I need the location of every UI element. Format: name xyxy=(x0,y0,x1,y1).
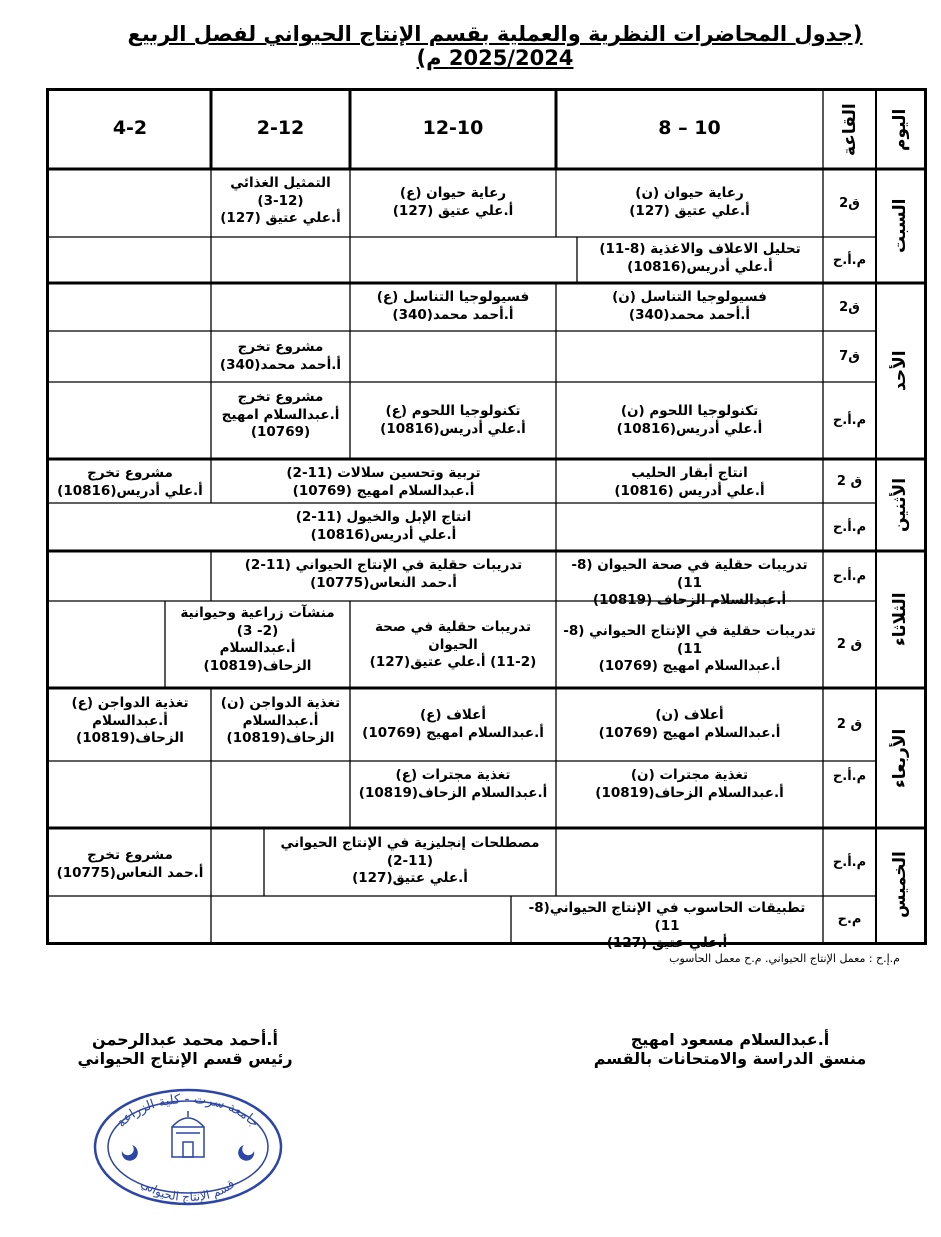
course-cell: التمثيل الغذائي (3-12) أ.علي عتيق (127) xyxy=(220,175,341,227)
seal-bottom-text: قسم الإنتاج الحيواني xyxy=(138,1176,238,1205)
room-label: ق7 xyxy=(839,349,860,364)
course-cell: مشروع تخرج أ.علي أدريس(10816) xyxy=(57,465,203,499)
header-slot-3: 2-12 xyxy=(256,117,305,139)
room-label: م.أ.ح xyxy=(832,413,867,428)
room-label: ق2 xyxy=(839,195,860,211)
course-cell: تكنولوجيا اللحوم (ن) أ.علي أدريس(10816) xyxy=(616,403,763,437)
day-wednesday: الأربعاء xyxy=(890,728,910,788)
course-cell: رعاية حيوان (ع) أ.علي عتيق (127) xyxy=(392,185,514,219)
course-cell: تربية وتحسين سلالات (11-2) أ.عبدالسلام امهيج (10769) xyxy=(286,465,481,499)
day-monday: الأثنين xyxy=(890,477,910,533)
course-cell: أعلاف (ع) أ.عبدالسلام امهيج (10769) xyxy=(362,707,544,741)
course-cell: مصطلحات إنجليزية في الإنتاج الحيواني (2-11) أ.علي عتيق(127) xyxy=(280,835,540,887)
page-title: (جدول المحاضرات النظرية والعملية بقسم الإنتاج الحيواني لفصل الربيع 2025/2024 م) xyxy=(127,22,863,70)
course-cell: انتاج الإبل والخيول (11-2) أ.علي أدريس(10816) xyxy=(295,509,472,543)
header-slot-4: 4-2 xyxy=(112,117,148,139)
course-cell: تغذية الدواجن (ن) أ.عبدالسلام الزحاف(10819) xyxy=(220,695,341,747)
course-cell: أعلاف (ن) أ.عبدالسلام امهيج (10769) xyxy=(598,707,781,741)
header-room: القاعة xyxy=(840,103,860,157)
course-cell: مشروع تخرج أ.عبدالسلام امهيج (10769) xyxy=(221,389,340,441)
course-cell: تغذية مجترات (ع) أ.عبدالسلام الزحاف(10819) xyxy=(358,767,548,801)
department-seal xyxy=(92,1087,284,1207)
table-legend: م.إ.ح : معمل الإنتاج الحيواني. م.ح معمل الحاسوب xyxy=(669,952,900,965)
room-label: ق 2 xyxy=(836,473,863,489)
room-label: ق 2 xyxy=(836,637,863,652)
signature-coordinator: أ.عبدالسلام مسعود امهيج منسق الدراسة والامتحانات بالقسم xyxy=(593,1030,867,1068)
course-cell: فسيولوجيا التناسل (ع) أ.أحمد محمد(340) xyxy=(376,289,530,323)
seal-crescent-icon xyxy=(122,1145,254,1161)
course-cell: تدريبات حقلية في صحة الحيوان (11-2) أ.علي عتيق(127) xyxy=(369,619,537,671)
room-label: ق 2 xyxy=(836,717,863,732)
day-thursday: الخميس xyxy=(890,851,910,919)
room-label: ق2 xyxy=(839,299,860,315)
room-label: م.أ.ح xyxy=(832,519,867,535)
course-cell: تغذية الدواجن (ع) أ.عبدالسلام الزحاف(10819) xyxy=(71,695,189,747)
course-cell: تغذية مجترات (ن) أ.عبدالسلام الزحاف(10819) xyxy=(595,767,784,801)
signature-head-of-department: أ.أحمد محمد عبدالرحمن رئيس قسم الإنتاج الحيواني xyxy=(77,1030,293,1068)
room-label: م.أ.ح xyxy=(832,252,867,268)
day-sunday: الأحد xyxy=(890,350,910,392)
course-cell: تحليل الاعلاف والاغذية (8-11) أ.علي أدريس(10816) xyxy=(599,241,801,275)
schedule-table xyxy=(46,88,927,952)
course-cell: انتاج أبقار الحليب أ.علي أدريس (10816) xyxy=(614,465,765,499)
course-cell: تكنولوجيا اللحوم (ع) أ.علي أدريس(10816) xyxy=(380,403,526,437)
course-cell: رعاية حيوان (ن) أ.علي عتيق (127) xyxy=(629,185,750,219)
day-saturday: السبت xyxy=(890,198,910,254)
course-cell: تدريبات حقلية في الإنتاج الحيواني (8-11) أ.عبدالسلام امهيج (10769) xyxy=(563,623,816,675)
course-cell: تدريبات حقلية في الإنتاج الحيواني (11-2) أ.حمد النعاس(10775) xyxy=(244,557,523,591)
course-cell: مشروع تخرج أ.حمد النعاس(10775) xyxy=(56,847,204,881)
course-cell: مشروع تخرج أ.أحمد محمد(340) xyxy=(219,339,342,373)
course-cell: تطبيقات الحاسوب في الإنتاج الحيواني(8-11) أ.علي عتيق (127) xyxy=(528,900,806,952)
day-tuesday: الثلاثاء xyxy=(890,592,910,647)
course-cell: منشآت زراعية وحيوانية (2- 3) أ.عبدالسلام الزحاف(10819) xyxy=(180,605,335,674)
course-cell: فسيولوجيا التناسل (ن) أ.أحمد محمد(340) xyxy=(612,289,767,323)
room-label: م.ح xyxy=(837,911,862,927)
header-day: اليوم xyxy=(890,108,910,152)
header-slot-1: 10 – 8 xyxy=(658,117,721,139)
seal-building-icon xyxy=(172,1111,204,1157)
room-label: م.أ.ح xyxy=(832,768,867,784)
seal-top-text: جامعة سرت - كلية الزراعة xyxy=(114,1091,262,1131)
course-cell: تدريبات حقلية في صحة الحيوان (8-11) أ.عبدالسلام الزحاف (10819) xyxy=(571,557,808,609)
room-label: م.أ.ح xyxy=(832,568,867,584)
room-label: م.أ.ح xyxy=(832,854,867,870)
header-slot-2: 12-10 xyxy=(422,117,484,139)
